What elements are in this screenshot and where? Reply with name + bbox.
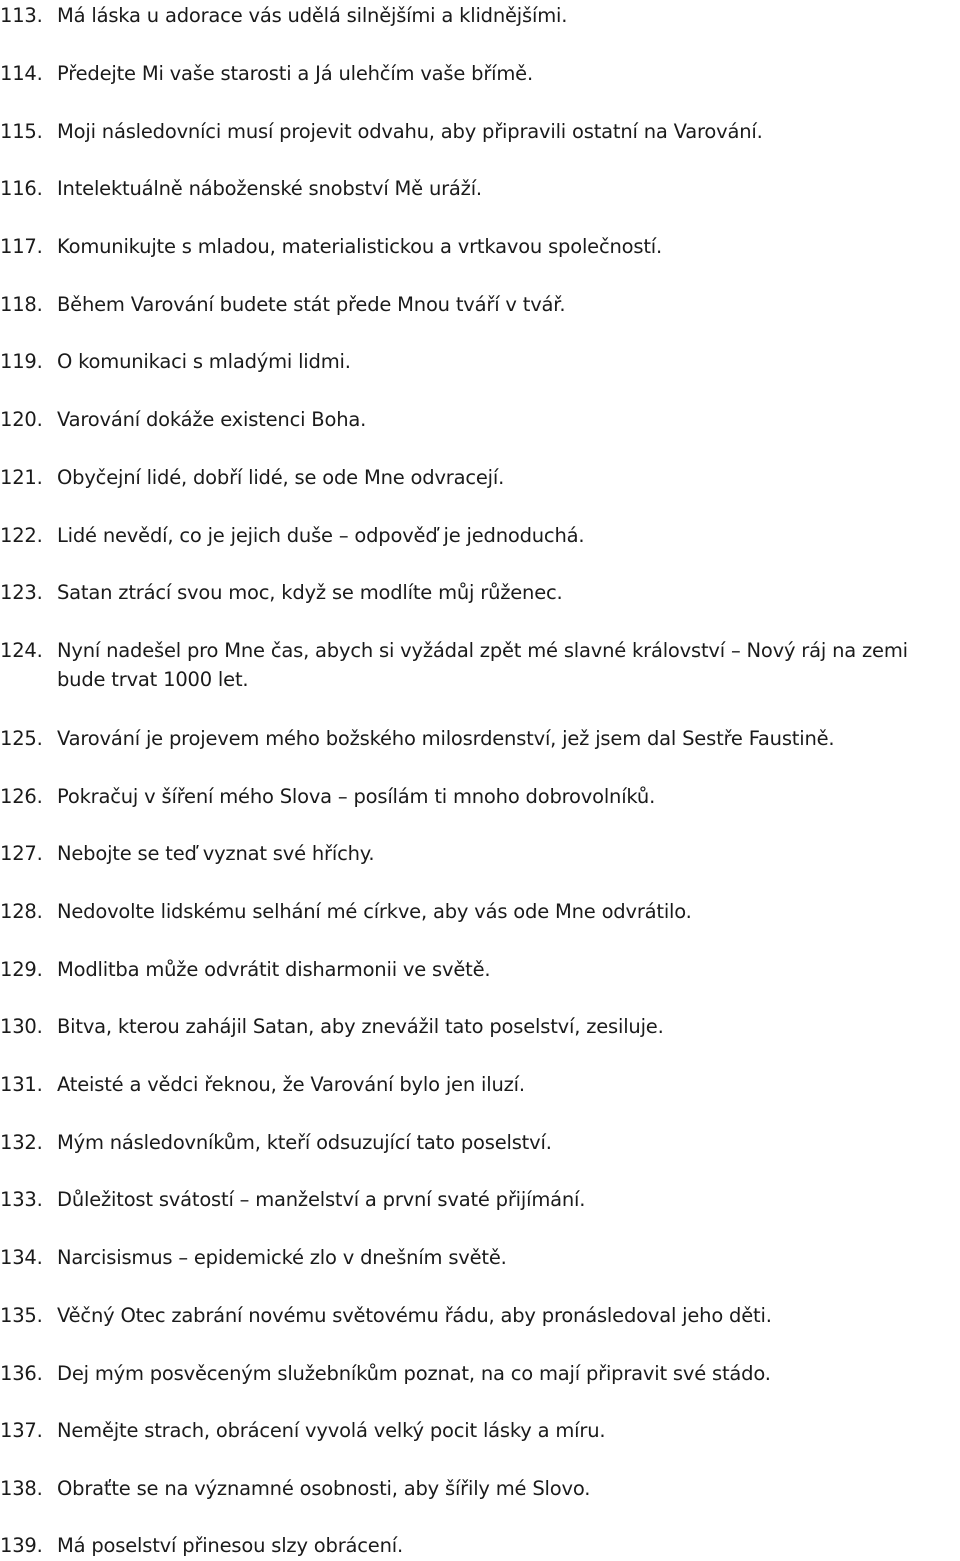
item-number: 131. bbox=[0, 1073, 43, 1096]
item-number: 134. bbox=[0, 1246, 43, 1269]
item-text: Důležitost svátostí – manželství a první svaté přijímání. bbox=[57, 1188, 586, 1211]
item-text: Modlitba může odvrátit disharmonii ve světě. bbox=[57, 958, 491, 981]
item-text: Pokračuj v šíření mého Slova – posílám ti mnoho dobrovolníků. bbox=[57, 785, 656, 808]
item-text: Obyčejní lidé, dobří lidé, se ode Mne odvracejí. bbox=[57, 466, 505, 489]
item-text: Obraťte se na významné osobnosti, aby šířily mé Slovo. bbox=[57, 1477, 591, 1500]
item-text: Narcisismus – epidemické zlo v dnešním světě. bbox=[57, 1246, 507, 1269]
item-number: 120. bbox=[0, 408, 43, 431]
item-number: 116. bbox=[0, 177, 43, 200]
item-number: 127. bbox=[0, 842, 43, 865]
item-number: 130. bbox=[0, 1015, 43, 1038]
item-number: 121. bbox=[0, 466, 43, 489]
item-text: Bitva, kterou zahájil Satan, aby znevážil tato poselství, zesiluje. bbox=[57, 1015, 664, 1038]
item-text: Věčný Otec zabrání novému světovému řádu, aby pronásledoval jeho děti. bbox=[57, 1304, 772, 1327]
item-number: 126. bbox=[0, 785, 43, 808]
item-text: Má poselství přinesou slzy obrácení. bbox=[57, 1534, 403, 1557]
item-number: 114. bbox=[0, 62, 43, 85]
item-text: Ateisté a vědci řeknou, že Varování bylo jen iluzí. bbox=[57, 1073, 525, 1096]
item-number: 119. bbox=[0, 350, 43, 373]
item-number: 122. bbox=[0, 524, 43, 547]
item-text: Během Varování budete stát přede Mnou tváří v tvář. bbox=[57, 293, 566, 316]
item-text: Mým následovníkům, kteří odsuzující tato poselství. bbox=[57, 1131, 552, 1154]
item-text: Intelektuálně náboženské snobství Mě uráží. bbox=[57, 177, 482, 200]
item-number: 118. bbox=[0, 293, 43, 316]
item-text: Nedovolte lidskému selhání mé církve, aby vás ode Mne odvrátilo. bbox=[57, 900, 692, 923]
item-number: 115. bbox=[0, 120, 43, 143]
item-text: Nemějte strach, obrácení vyvolá velký pocit lásky a míru. bbox=[57, 1419, 606, 1442]
item-text: Varování je projevem mého božského milosrdenství, jež jsem dal Sestře Faustině. bbox=[57, 727, 835, 750]
item-number: 125. bbox=[0, 727, 43, 750]
item-text: Komunikujte s mladou, materialistickou a vrtkavou společností. bbox=[57, 235, 663, 258]
item-text: Satan ztrácí svou moc, když se modlíte můj růženec. bbox=[57, 581, 563, 604]
item-number: 135. bbox=[0, 1304, 43, 1327]
item-number: 113. bbox=[0, 4, 43, 27]
item-number: 128. bbox=[0, 900, 43, 923]
item-number: 124. bbox=[0, 639, 43, 662]
item-text: Nebojte se teď vyznat své hříchy. bbox=[57, 842, 375, 865]
item-number: 138. bbox=[0, 1477, 43, 1500]
item-text: Nyní nadešel pro Mne čas, abych si vyžádal zpět mé slavné království – Nový ráj na zemi bude trvat 1000 let. bbox=[57, 639, 908, 691]
item-number: 129. bbox=[0, 958, 43, 981]
item-number: 123. bbox=[0, 581, 43, 604]
item-text: Varování dokáže existenci Boha. bbox=[57, 408, 367, 431]
item-text: Lidé nevědí, co je jejich duše – odpověď je jednoduchá. bbox=[57, 524, 585, 547]
item-text: Dej mým posvěceným služebníkům poznat, na co mají připravit své stádo. bbox=[57, 1362, 771, 1385]
item-text: Předejte Mi vaše starosti a Já ulehčím vaše břímě. bbox=[57, 62, 533, 85]
item-number: 139. bbox=[0, 1534, 43, 1557]
item-number: 117. bbox=[0, 235, 43, 258]
item-number: 132. bbox=[0, 1131, 43, 1154]
item-text: Má láska u adorace vás udělá silnějšími a klidnějšími. bbox=[57, 4, 568, 27]
item-number: 133. bbox=[0, 1188, 43, 1211]
item-text: O komunikaci s mladými lidmi. bbox=[57, 350, 351, 373]
item-text: Moji následovníci musí projevit odvahu, aby připravili ostatní na Varování. bbox=[57, 120, 763, 143]
item-number: 136. bbox=[0, 1362, 43, 1385]
item-number: 137. bbox=[0, 1419, 43, 1442]
